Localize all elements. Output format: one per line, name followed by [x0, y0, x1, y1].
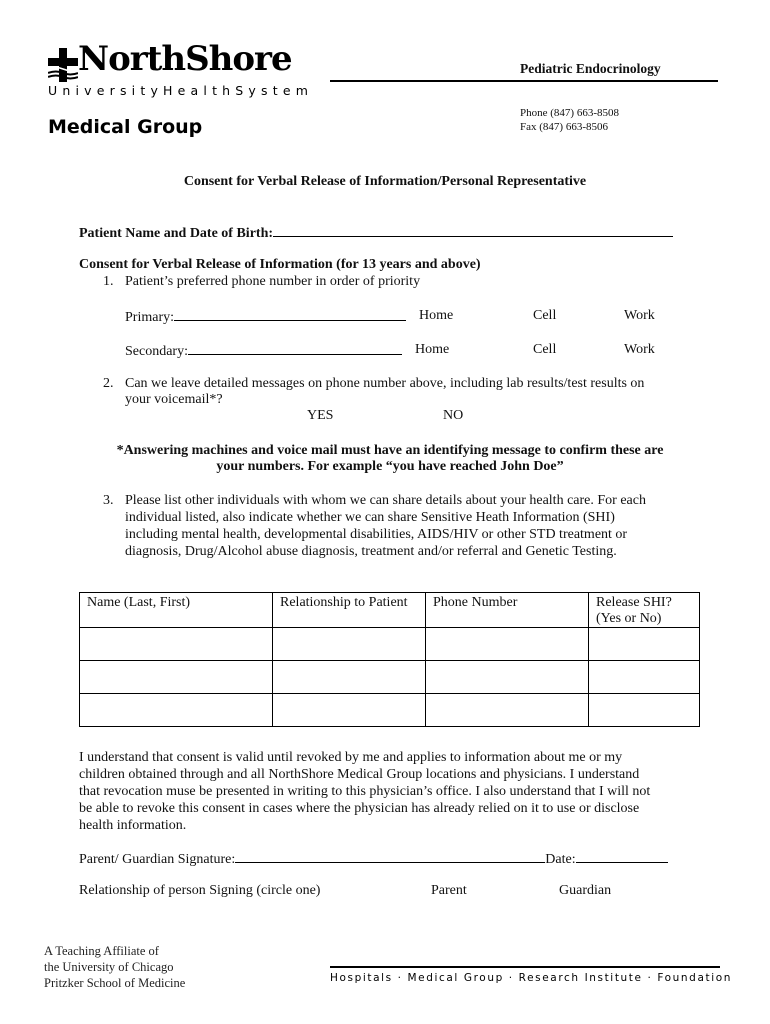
patient-name-field — [79, 224, 673, 242]
secondary-home-option[interactable]: Home — [415, 342, 450, 357]
table-row — [80, 628, 700, 661]
no-option[interactable]: NO — [443, 408, 464, 423]
secondary-label: Secondary: — [125, 344, 188, 359]
table-cell-relationship[interactable] — [273, 628, 426, 661]
table-cell-shi[interactable] — [589, 661, 700, 694]
signature-label: Parent/ Guardian Signature: — [79, 852, 236, 867]
affiliate-line: A Teaching Affiliate of — [44, 944, 159, 958]
primary-label: Primary: — [125, 310, 174, 325]
col-shi-header-line-1: Release SHI? — [596, 595, 672, 610]
shared-individuals-table — [79, 592, 700, 727]
q3-line-3: including mental health, developmental disabilities, AIDS/HIV or other STD treatment or — [125, 527, 628, 542]
patient-name-label: Patient Name and Date of Birth: — [79, 226, 274, 241]
voicemail-note-line-1: *Answering machines and voice mail must have an identifying message to confirm these are — [116, 443, 664, 458]
relationship-label: Relationship of person Signing (circle one) — [79, 883, 321, 898]
signature-field — [79, 850, 668, 868]
consent-line: children obtained through and all NorthShore Medical Group locations and physicians. I understand — [79, 767, 640, 782]
table-cell-relationship[interactable] — [273, 661, 426, 694]
section-heading: Consent for Verbal Release of Information (for 13 years and above) — [79, 257, 481, 272]
footer-tagline: Hospitals · Medical Group · Research Institute · Foundation — [330, 972, 732, 984]
q3-line-2: individual listed, also indicate whether we can share Sensitive Heath Information (SHI) — [125, 510, 615, 525]
affiliate-block — [44, 943, 185, 991]
col-name-header: Name (Last, First) — [80, 593, 273, 628]
q2-line-1: Can we leave detailed messages on phone number above, including lab results/test results on — [125, 376, 645, 391]
contact-block — [520, 106, 619, 134]
table-row — [80, 694, 700, 727]
consent-line: that revocation muse be presented in writing to this physician’s office. I also understand that I will not — [79, 784, 651, 799]
medical-group-label: Medical Group — [48, 116, 203, 138]
primary-work-option[interactable]: Work — [624, 308, 655, 323]
primary-home-option[interactable]: Home — [419, 308, 454, 323]
q3-line-1: Please list other individuals with whom we can share details about your health care. For each — [125, 493, 646, 508]
affiliate-line: the University of Chicago — [44, 960, 174, 974]
department-name: Pediatric Endocrinology — [520, 61, 661, 76]
secondary-phone-field — [125, 342, 402, 360]
q1-text: Patient’s preferred phone number in order of priority — [125, 274, 421, 289]
primary-phone-line[interactable] — [174, 308, 406, 321]
guardian-option[interactable]: Guardian — [559, 883, 612, 898]
q3-number: 3. — [103, 493, 114, 508]
primary-phone-field — [125, 308, 406, 326]
consent-paragraph — [79, 749, 650, 834]
table-cell-shi[interactable] — [589, 628, 700, 661]
table-cell-shi[interactable] — [589, 694, 700, 727]
parent-option[interactable]: Parent — [431, 883, 467, 898]
table-cell-phone[interactable] — [426, 661, 589, 694]
northshore-logo-icon — [48, 48, 78, 82]
q1-number: 1. — [103, 274, 114, 289]
table-cell-name[interactable] — [80, 661, 273, 694]
phone-number: Phone (847) 663-8508 — [520, 107, 619, 119]
logo-name: NorthShore — [78, 39, 292, 79]
table-cell-phone[interactable] — [426, 694, 589, 727]
footer-divider — [330, 966, 720, 968]
col-shi-header-line-2: (Yes or No) — [596, 611, 662, 626]
voicemail-note-line-2: your numbers. For example “you have reached John Doe” — [216, 459, 564, 474]
date-label: Date: — [545, 852, 576, 867]
signature-line[interactable] — [235, 850, 545, 863]
logo-subtitle: UniversityHealthSystem — [48, 83, 314, 98]
table-row — [80, 661, 700, 694]
col-shi-header — [589, 593, 700, 628]
patient-name-line[interactable] — [273, 224, 673, 237]
q3-line-4: diagnosis, Drug/Alcohol abuse diagnosis, treatment and/or referral and Genetic Testing. — [125, 544, 617, 559]
q2-number: 2. — [103, 376, 114, 391]
secondary-work-option[interactable]: Work — [624, 342, 655, 357]
secondary-cell-option[interactable]: Cell — [533, 342, 557, 357]
consent-line: be able to revoke this consent in cases where the physician has already relied on it to use or disclose — [79, 801, 640, 816]
col-phone-header: Phone Number — [426, 593, 589, 628]
table-cell-name[interactable] — [80, 694, 273, 727]
fax-number: Fax (847) 663-8506 — [520, 121, 608, 133]
consent-line: health information. — [79, 818, 187, 833]
header-divider — [330, 80, 718, 82]
affiliate-line: Pritzker School of Medicine — [44, 976, 186, 990]
table-cell-relationship[interactable] — [273, 694, 426, 727]
table-cell-phone[interactable] — [426, 628, 589, 661]
table-cell-name[interactable] — [80, 628, 273, 661]
q2-line-2: your voicemail*? — [125, 392, 223, 407]
secondary-phone-line[interactable] — [188, 342, 402, 355]
col-relationship-header: Relationship to Patient — [273, 593, 426, 628]
table-header-row — [80, 593, 700, 628]
date-line[interactable] — [576, 850, 668, 863]
consent-line: I understand that consent is valid until revoked by me and applies to information about me or my — [79, 750, 623, 765]
form-title: Consent for Verbal Release of Information/Personal Representative — [183, 174, 587, 189]
primary-cell-option[interactable]: Cell — [533, 308, 557, 323]
yes-option[interactable]: YES — [307, 408, 334, 423]
